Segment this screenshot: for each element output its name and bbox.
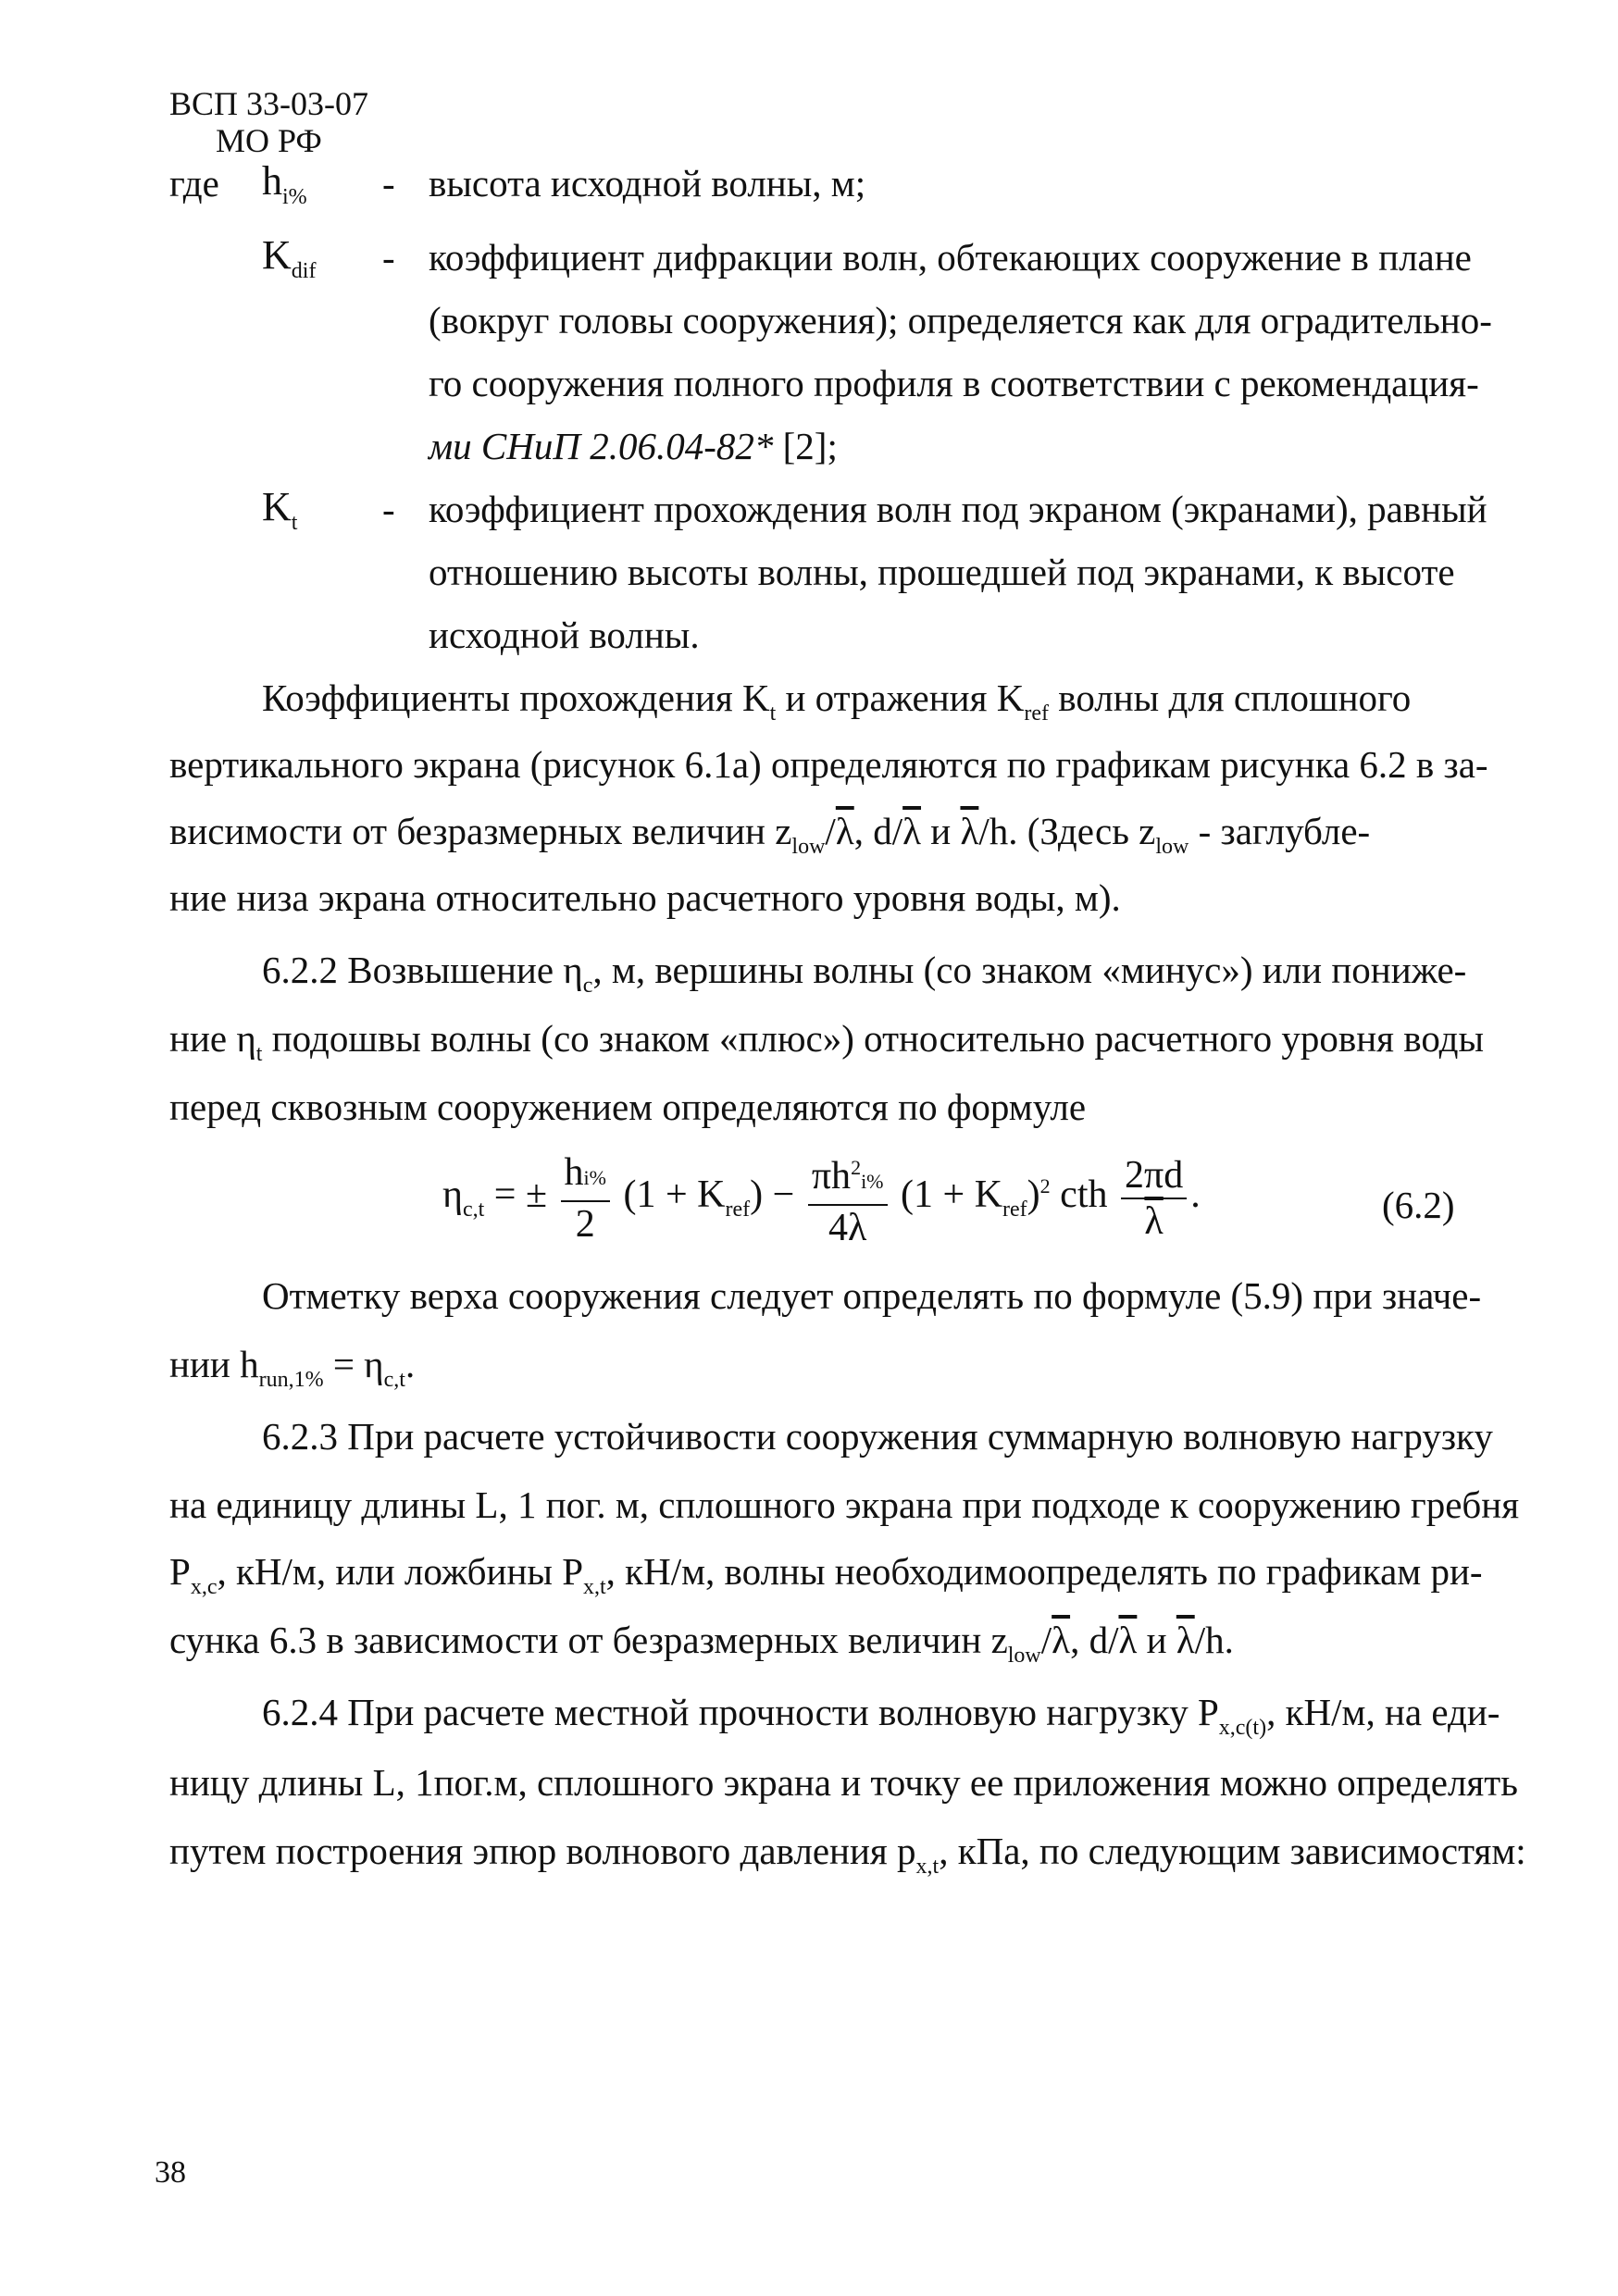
where-label: где [169,162,219,205]
kt-line-2: отношению высоты волны, прошедшей под экранами, к высоте [429,551,1455,593]
para2-line-1: 6.2.2 Возвышение $\eta_c$, м, вершины волны (со знаком «минус») или пониже- [262,949,1467,998]
kdif-line-2: (вокруг головы сооружения); определяется как для оградительно- [429,299,1492,341]
para4-line-1: 6.2.3 При расчете устойчивости сооружения суммарную волновую нагрузку [262,1415,1493,1458]
document-org: МО РФ [216,122,322,159]
para4-line-3: $P_{x,c}$, кН/м, или ложбины $P_{x,t}$, кН/м, волны необходимоопределять по графикам ри- [169,1550,1483,1599]
para2-line-2: ние $\eta_t$ подошвы волны (со знаком «плюс») относительно расчетного уровня воды [169,1017,1485,1066]
formula-number: (6.2) [1382,1184,1455,1226]
fraction-h-over-2: $\frac{hi\%}{2}$ [561,1150,610,1247]
kdif-line-1: коэффициент дифракции волн, обтекающих сооружение в плане [429,236,1472,279]
para1-line-1: Коэффициенты прохождения $K_t$ и отражения $K_{ref}$ волны для сплошного [262,676,1412,726]
h-symbol: $h_{i\%}$ [262,158,307,209]
para1-line-2: вертикального экрана (рисунок 6.1а) определяются по графикам рисунка 6.2 в за- [169,743,1488,786]
fraction-2pid-over-lambda: $\frac{2\pi d}{\lambda}$ [1121,1153,1187,1244]
para2-line-3: перед сквозным сооружением определяются по формуле [169,1086,1087,1128]
para5-line-1: 6.2.4 При расчете местной прочности волновую нагрузку $P_{x,c(t)}$, кН/м, на еди- [262,1691,1500,1740]
kdif-dash: - [382,236,395,279]
para5-line-3: путем построения эпюр волнового давления $p_{x,t}$, кПа, по следующим зависимостям: [169,1830,1526,1879]
kdif-line-3: го сооружения полного профиля в соответствии с рекомендация- [429,362,1479,404]
kt-dash: - [382,488,395,530]
kt-line-3: исходной волны. [429,614,700,656]
para1-line-3: висимости от безразмерных величин $z_{low}/\overline{\lambda}$, $d/\overline{\lambda}$ и $\overline{\lambda}/h$. (Здесь $z_{low}$ - заглубле- [169,810,1371,859]
para5-line-2: ницу длины L, 1пог.м, сплошного экрана и точку ее приложения можно определять [169,1761,1518,1804]
para4-line-4: сунка 6.3 в зависимости от безразмерных величин $z_{low}/\overline{\lambda}$, $d/\overline{\lambda}$ и $\overline{\lambda}/h$. [169,1619,1234,1668]
h-definition: высота исходной волны, м; [429,162,866,205]
kdif-symbol: $K_{dif}$ [262,232,317,283]
page-number: 38 [155,2155,186,2190]
kdif-line-4: ми СНиП 2.06.04-82* [2]; [429,425,838,467]
para1-line-4: ние низа экрана относительно расчетного уровня воды, м). [169,876,1121,919]
para3-line-2: нии $h_{run,1\%} = \eta_{c,t}$. [169,1343,416,1392]
para4-line-2: на единицу длины L, 1 пог. м, сплошного экрана при подходе к сооружению гребня [169,1483,1520,1526]
h-dash: - [382,162,395,205]
kt-symbol: $K_t$ [262,484,298,535]
fraction-pi-h2-over-4lambda: $\frac{\pi h^2i\%}{4\lambda}$ [808,1146,888,1250]
snip-reference: ми СНиП 2.06.04-82* [429,425,774,467]
document-code: ВСП 33-03-07 [169,85,368,122]
kt-line-1: коэффициент прохождения волн под экраном (экранами), равный [429,488,1487,530]
para3-line-1: Отметку верха сооружения следует определять по формуле (5.9) при значе- [262,1274,1482,1317]
formula-6-2: $\eta_{c,t}$ = ± $\frac{hi\%}{2}$ $(1 + K_{ref})$ − $\frac{\pi h^2i\%}{4\lambda}$ $(1 + K_{ref})^2$ cth $\frac{2\pi d}{\lambda}$ . [442,1146,1201,1250]
